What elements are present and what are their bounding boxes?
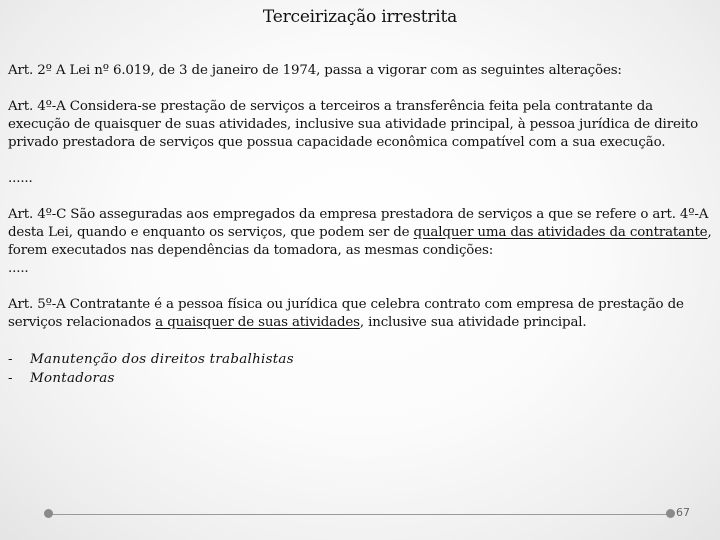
page-number: 67 [676, 506, 690, 519]
list-item-text: Montadoras [30, 371, 115, 386]
list-dash: - [8, 371, 13, 386]
paragraph-ellipsis: ...... [8, 171, 33, 186]
art-5a-text-start: Art. 5º-A Contratante é a pessoa física ou jurídica que celebra contrato com empresa de prestação de serviços relacionados [8, 297, 684, 330]
paragraph-art-4c [8, 206, 716, 278]
list-item [8, 369, 716, 388]
art-5a-underlined: a quaisquer de suas atividades [155, 315, 360, 330]
art-4c-text-end: , forem executados nas dependências da tomadora, as mesmas condições: [8, 225, 712, 258]
list-item-text: Manutenção dos direitos trabalhistas [30, 352, 294, 367]
art-5a-text-end: , inclusive sua atividade principal. [359, 315, 587, 330]
slide-content [8, 62, 716, 388]
footer-left-dot-icon [44, 509, 53, 518]
art-4c-ellipsis: ..... [8, 261, 29, 276]
footer-right-dot-icon [666, 509, 675, 518]
slide-title: Terceirização irrestrita [262, 7, 458, 27]
art-4c-underlined: qualquer uma das atividades da contratante [413, 225, 708, 240]
bullet-list [8, 350, 716, 388]
footer-divider [48, 514, 672, 515]
paragraph-art-4a: Art. 4º-A Considera-se prestação de serviços a terceiros a transferência feita pela contratante da execução de quaisquer de suas atividades, inclusive sua atividade principal, à pessoa jurídica de direito privado prestadora de serviços que possua capacidade econômica compatível com a sua execução. [8, 99, 698, 150]
paragraph-art-5a [8, 296, 716, 332]
list-dash: - [8, 352, 13, 367]
art-4c-text-start: Art. 4º-C São asseguradas aos empregados da empresa prestadora de serviços a que se refere o art. 4º-A desta Lei, quando e enquanto os serviços, que podem ser de [8, 207, 709, 240]
list-item [8, 350, 716, 369]
paragraph-art-2: Art. 2º A Lei nº 6.019, de 3 de janeiro de 1974, passa a vigorar com as seguintes alterações: [8, 63, 622, 78]
